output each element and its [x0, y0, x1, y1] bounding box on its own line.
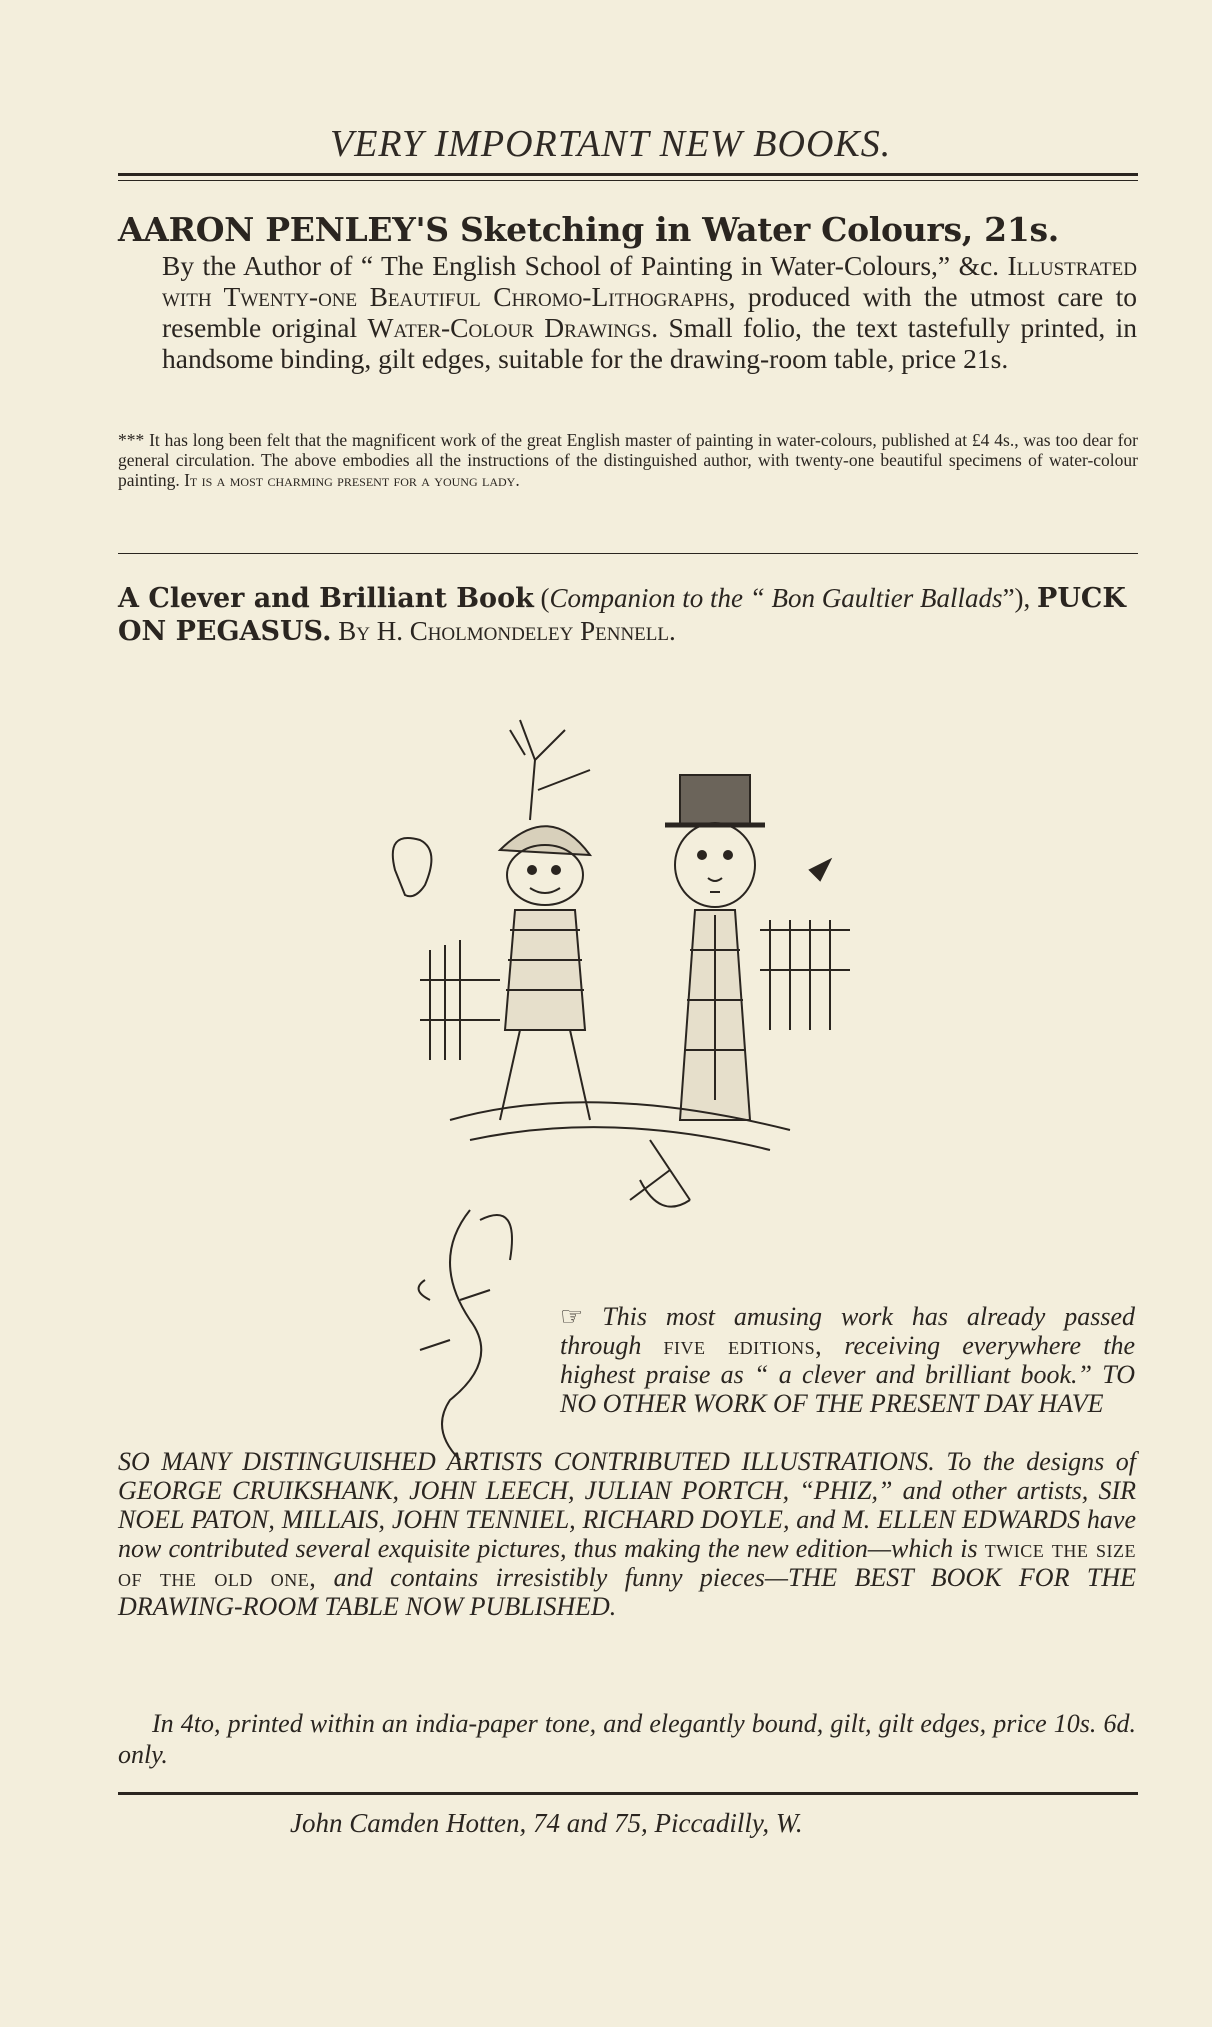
section-rule	[118, 553, 1138, 554]
book2-companion: Companion to the “ Bon Gaultier Ballads	[549, 583, 1003, 613]
page-header: VERY IMPORTANT NEW BOOKS.	[330, 123, 892, 165]
publisher-footer: John Camden Hotten, 74 and 75, Piccadilly, W.	[290, 1808, 803, 1838]
book2-paren-open: (	[533, 583, 550, 613]
book1-desc-c: Small folio, the text tastefully printed, in handsome binding, gilt edges, suitable for the drawing-room table, price 21s.	[162, 312, 1137, 374]
book2-praise-c: SO MANY DISTINGUISHED ARTISTS CONTRIBUTED ILLUSTRATIONS. To the designs of GEORGE CRUIKSHANK, JOHN LEECH, JULIAN PORTCH, “PHIZ,” and other artists, SIR NOEL PATON, MILLAIS, JOHN TENNIEL, RICHARD DOYLE, and M. ELLEN EDWARDS have now contributed several exquisite pictures, thus making the new edition—which is	[118, 1447, 1136, 1563]
book2-title: PUCK ON PEGASUS.	[118, 583, 1126, 647]
book2-author: By H. Cholmondeley Pennell.	[331, 616, 676, 646]
book2-price-text: In 4to, printed within an india-paper tone, and elegantly bound, gilt, gilt edges, price 10s. 6d. only.	[118, 1709, 1136, 1769]
book1-desc-b: produced with the utmost care to resemble original	[162, 281, 1137, 343]
book2-praise	[560, 1302, 1135, 1418]
header-rule-thin	[118, 180, 1138, 181]
book2-paren-close: ”),	[1002, 583, 1038, 613]
book1-note	[118, 430, 1138, 490]
book2-praise-sc2: twice the size of the old one,	[118, 1534, 1136, 1592]
book2-praise-a: This most amusing work has already passed through	[560, 1302, 1135, 1360]
book1-desc-sc2: Water-Colour Drawings.	[367, 312, 659, 343]
book2-title-block	[118, 582, 1138, 648]
header-rule	[118, 173, 1138, 176]
book2-price	[118, 1708, 1136, 1770]
book1-desc-a: By the Author of “ The English School of Painting in Water-Colours,” &c.	[162, 250, 1008, 281]
book1-description	[162, 250, 1137, 374]
book2-praise-continued	[118, 1447, 1136, 1621]
book1-title: AARON PENLEY'S Sketching in Water Colours, 21s.	[118, 210, 1059, 249]
book2-praise-d: and contains irresistibly funny pieces—THE BEST BOOK FOR THE DRAWING-ROOM TABLE NOW PUBLISHED.	[118, 1563, 1136, 1621]
book1-note-sc: It is a most charming present for a young lady.	[184, 470, 520, 490]
book1-desc-sc: Illustrated with Twenty-one Beautiful Chromo-Lithographs,	[162, 250, 1137, 312]
book2-praise-sc: five editions,	[663, 1331, 823, 1360]
footer-rule	[118, 1792, 1138, 1795]
book2-praise-b: receiving everywhere the highest praise as “ a clever and brilliant book.” TO NO OTHER WORK OF THE PRESENT DAY HAVE	[560, 1331, 1135, 1418]
book1-note-a: *** It has long been felt that the magnificent work of the great English master of painting in water-colours, published at £4 4s., was too dear for general circulation. The above embodies all the instructions of the distinguished author, with twenty-one beautiful specimens of water-colour painting.	[118, 430, 1138, 490]
pointing-hand-icon: ☞	[560, 1302, 584, 1331]
book2-lead: A Clever and Brilliant Book	[118, 583, 534, 614]
